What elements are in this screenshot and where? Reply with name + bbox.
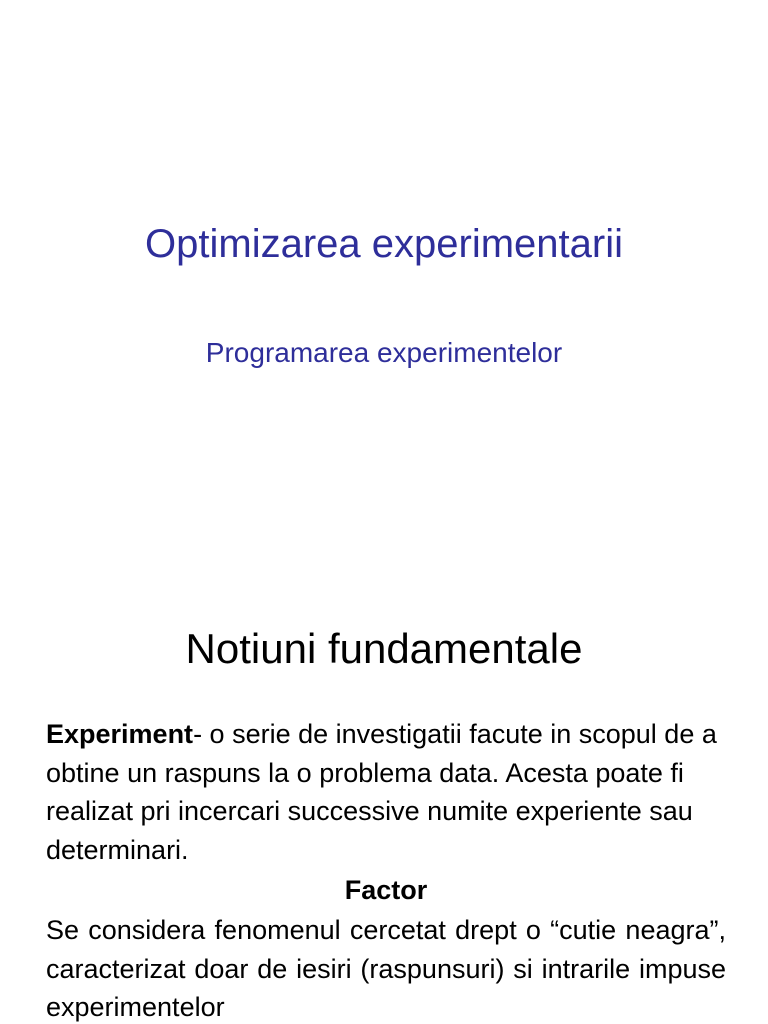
experiment-text: - o serie de investigatii facute in scopul de a obtine un raspuns la o problema data. Acesta poate fi realizat pri incercari successive numite experiente sau determinari.	[46, 719, 717, 865]
factor-heading: Factor	[344, 875, 428, 905]
experiment-term: Experiment	[46, 719, 194, 749]
slide-notiuni-heading: Notiuni fundamentale	[185, 625, 583, 672]
experiment-definition	[46, 715, 726, 869]
factor-text: Se considera fenomenul cercetat drept o “cutie neagra”, caracterizat doar de iesiri (raspunsuri) si intrarile impuse experimentelor	[46, 915, 726, 1022]
slide-subtitle: Programarea experimentelor	[205, 337, 563, 368]
slide-notiuni	[0, 560, 768, 1024]
slide-notiuni-body	[46, 715, 726, 1024]
slide-title-heading: Optimizarea experimentarii	[145, 222, 623, 266]
